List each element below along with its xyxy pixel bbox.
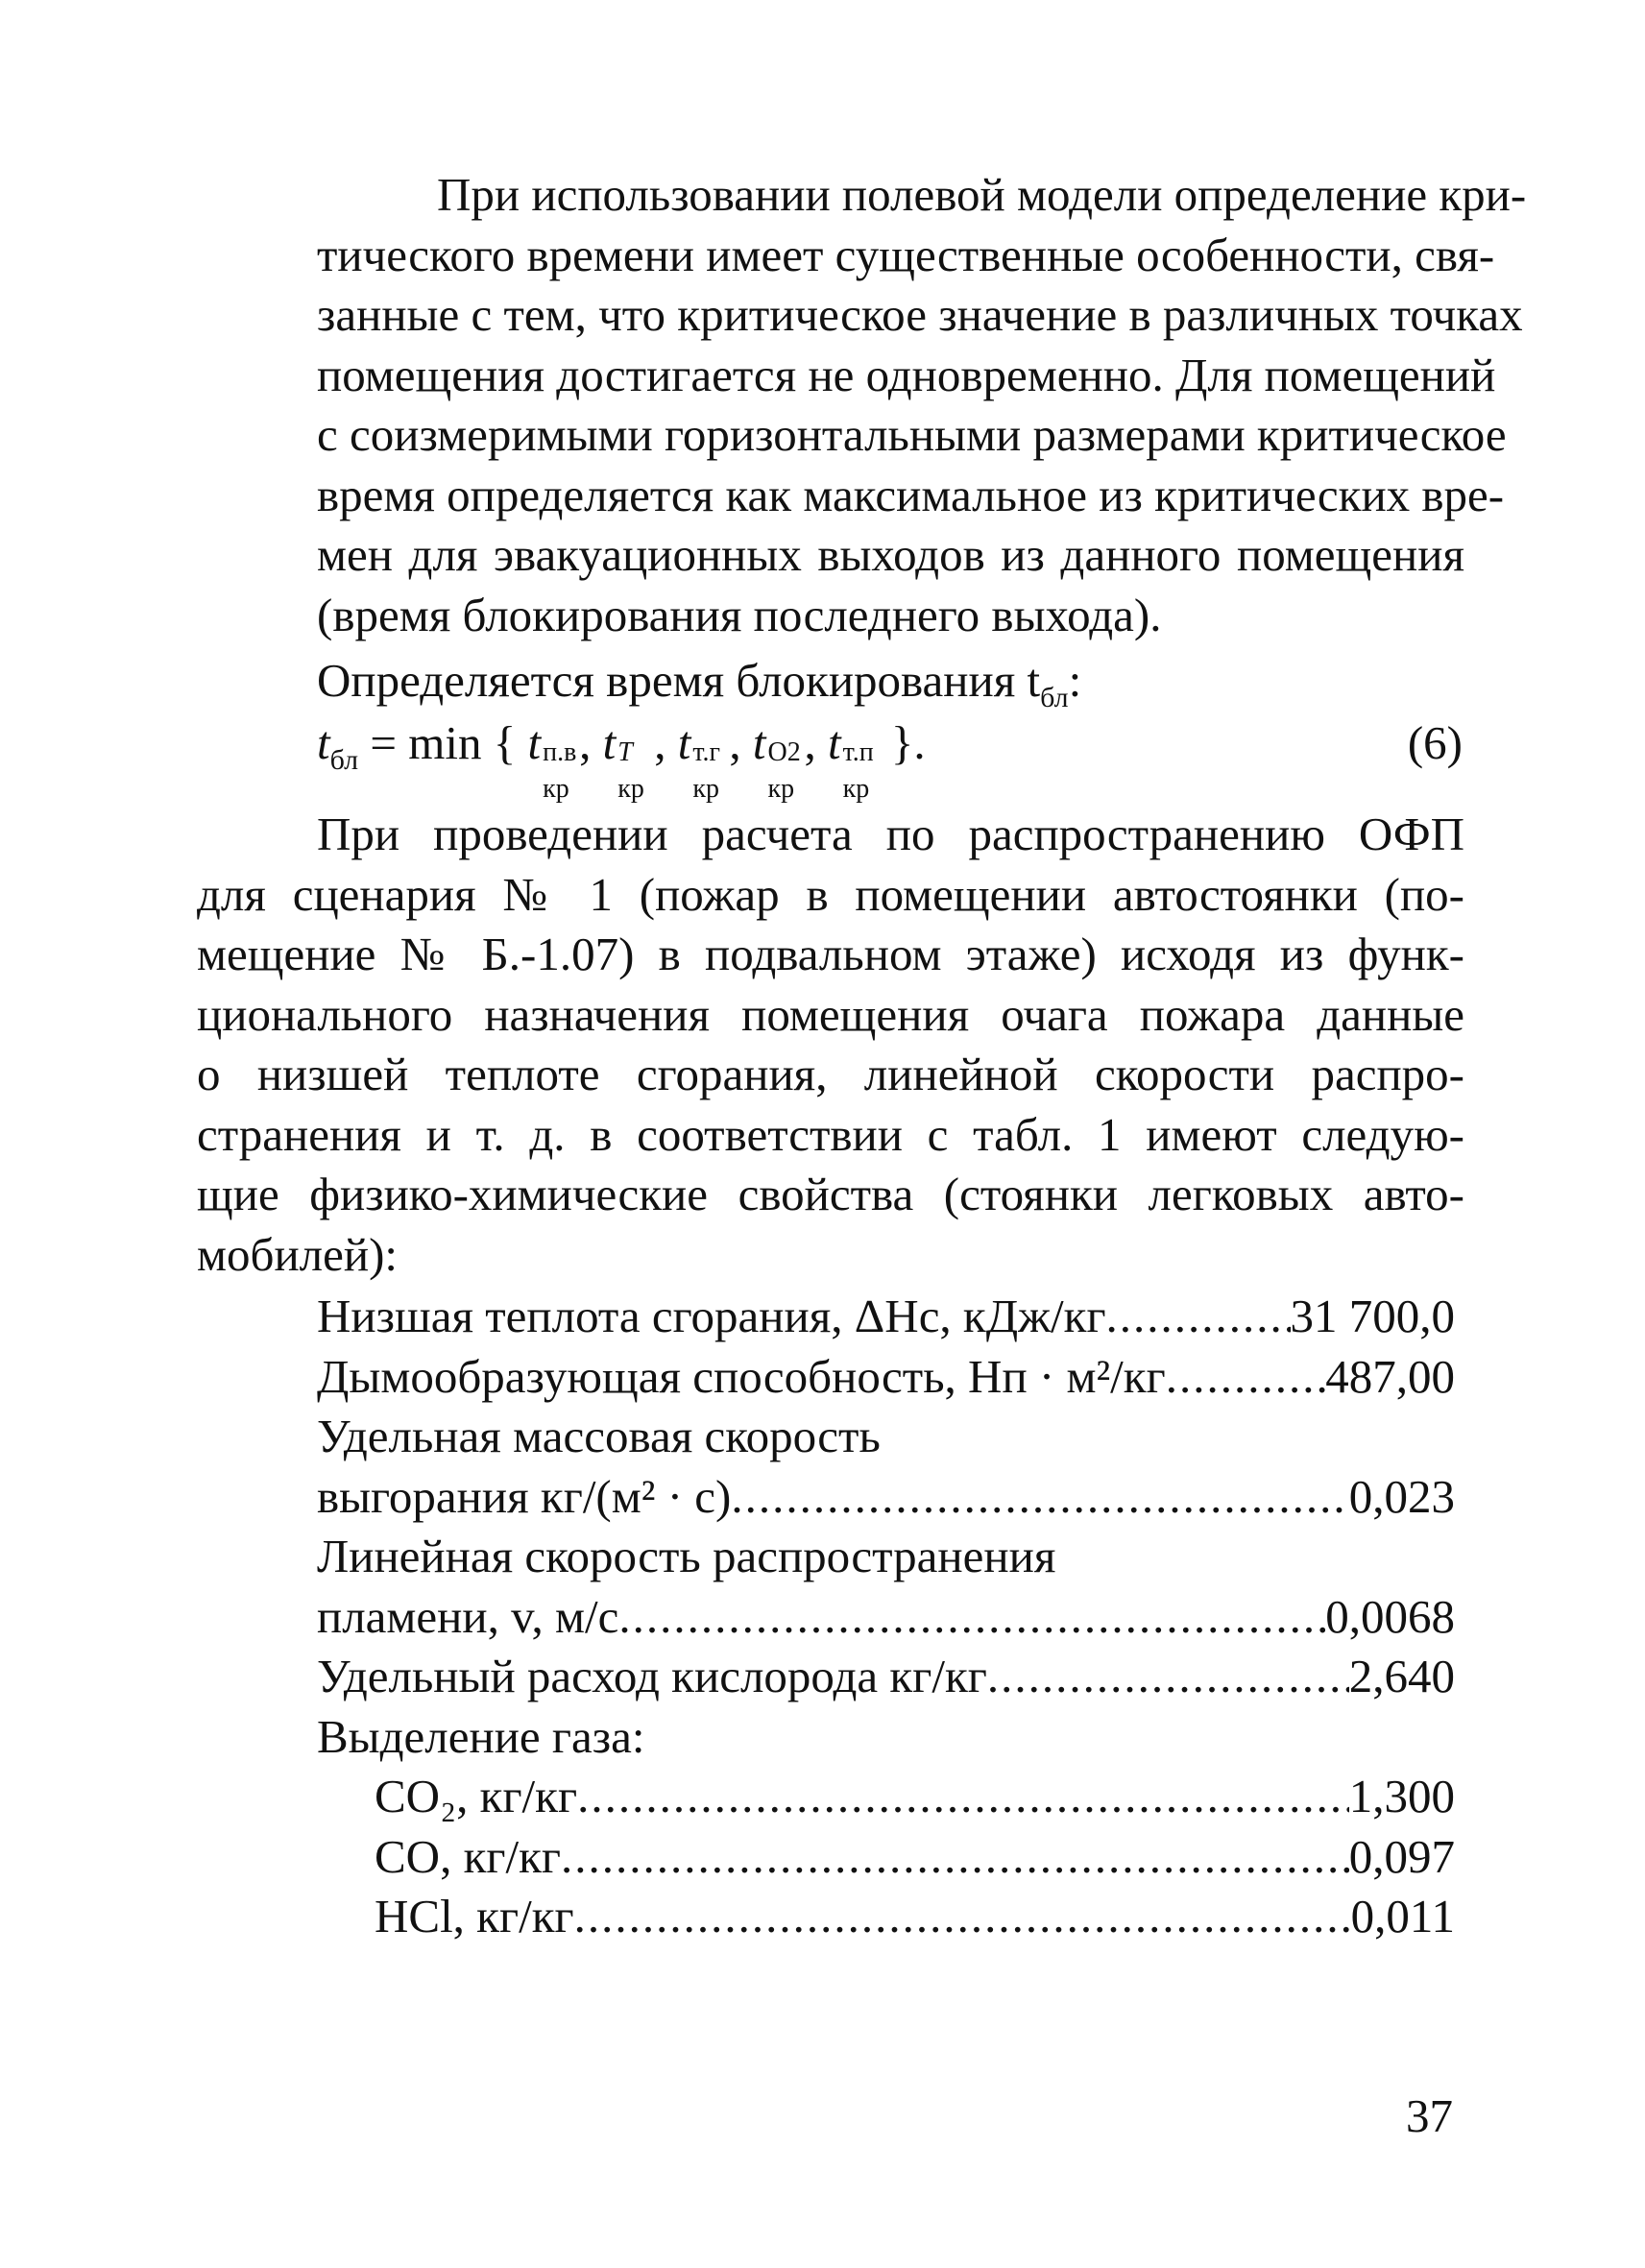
property-heading: Выделение газа:	[317, 1709, 645, 1763]
paragraph-scenario	[197, 805, 1464, 1285]
property-row: Удельный расход кислорода кг/кг ..... 2,640	[317, 1647, 1455, 1707]
paragraph-critical-time	[197, 165, 1527, 645]
formula-blocking-time: $t_{бл} = \min$ { t п.в кр , t T кр , t т.г кр , t O2 кр , t т.п кр }.	[317, 716, 926, 804]
text-line: странения и т. д. в соответствии с табл. 1 имеют следую-	[197, 1107, 1464, 1161]
property-heading: Линейная скорость распространения	[317, 1530, 1056, 1582]
property-row: Дымообразующая способность, Нп · м²/кг ..... 487,00	[317, 1347, 1455, 1408]
text-line: При проведении расчета по распространению ОФП	[317, 808, 1464, 860]
page-number: 37	[1406, 2089, 1453, 2142]
text-line: занные с тем, что критическое значение в различных точках	[317, 288, 1523, 341]
text-line: с соизмеримыми горизонтальными размерами критическое	[317, 408, 1507, 461]
text-line: о низшей теплоте сгорания, линейной скорости распро-	[197, 1048, 1464, 1100]
text-line: время определяется как максимальное из критических вре-	[317, 468, 1505, 521]
text-line: (время блокирования последнего выхода).	[317, 588, 1162, 641]
equation-number: (6)	[1407, 716, 1463, 769]
text-line: мен для эвакуационных выходов из данного помещения	[317, 528, 1464, 581]
sentence-text: Определяется время блокирования t	[317, 654, 1041, 707]
property-row: Низшая теплота сгорания, ΔHc, кДж/кг ..... 31 700,0	[317, 1287, 1455, 1347]
property-row: CO, кг/кг ..... 0,097	[317, 1827, 1455, 1888]
formula-eq: = min {	[358, 716, 528, 769]
text-line: При использовании полевой модели определение кри-	[437, 168, 1527, 221]
leader-dots	[577, 1767, 1349, 1827]
text-line: мещение № Б.-1.07) в подвальном этаже) исходя из функ-	[197, 928, 1464, 980]
text-line: щие физико-химические свойства (стоянки легковых авто-	[197, 1168, 1464, 1220]
property-heading: Удельная массовая скорость	[317, 1410, 881, 1462]
text-line: помещения достигается не одновременно. Для помещений	[317, 348, 1496, 401]
leader-dots	[561, 1827, 1349, 1888]
sentence-subscript: бл	[1040, 681, 1069, 713]
property-row: CO₂, кг/кг ..... 1,300	[317, 1767, 1455, 1827]
formula-lhs-sub: бл	[329, 743, 359, 776]
text-line: мобилей):	[197, 1227, 399, 1281]
sentence-colon: :	[1068, 654, 1082, 707]
leader-dots	[731, 1467, 1348, 1528]
blocking-time-sentence	[317, 653, 1081, 714]
text-line: ционального назначения помещения очага пожара данные	[197, 987, 1464, 1041]
property-row: выгорания кг/(м² · с) ..... 0,023	[317, 1467, 1455, 1528]
formula-lhs: t	[317, 716, 330, 769]
formula-end: }.	[879, 716, 926, 769]
leader-dots	[574, 1887, 1351, 1947]
property-row: HCl, кг/кг ..... 0,011	[317, 1887, 1455, 1947]
leader-dots	[1166, 1347, 1326, 1408]
leader-dots	[618, 1587, 1325, 1648]
leader-dots	[987, 1647, 1349, 1707]
properties-list	[317, 1287, 1455, 1947]
text-line: для сценария № 1 (пожар в помещении автостоянки (по-	[197, 867, 1464, 921]
leader-dots	[1106, 1287, 1291, 1347]
property-row: пламени, v, м/с ..... 0,0068	[317, 1587, 1455, 1648]
text-line: тического времени имеет существенные особенности, свя-	[317, 228, 1495, 281]
